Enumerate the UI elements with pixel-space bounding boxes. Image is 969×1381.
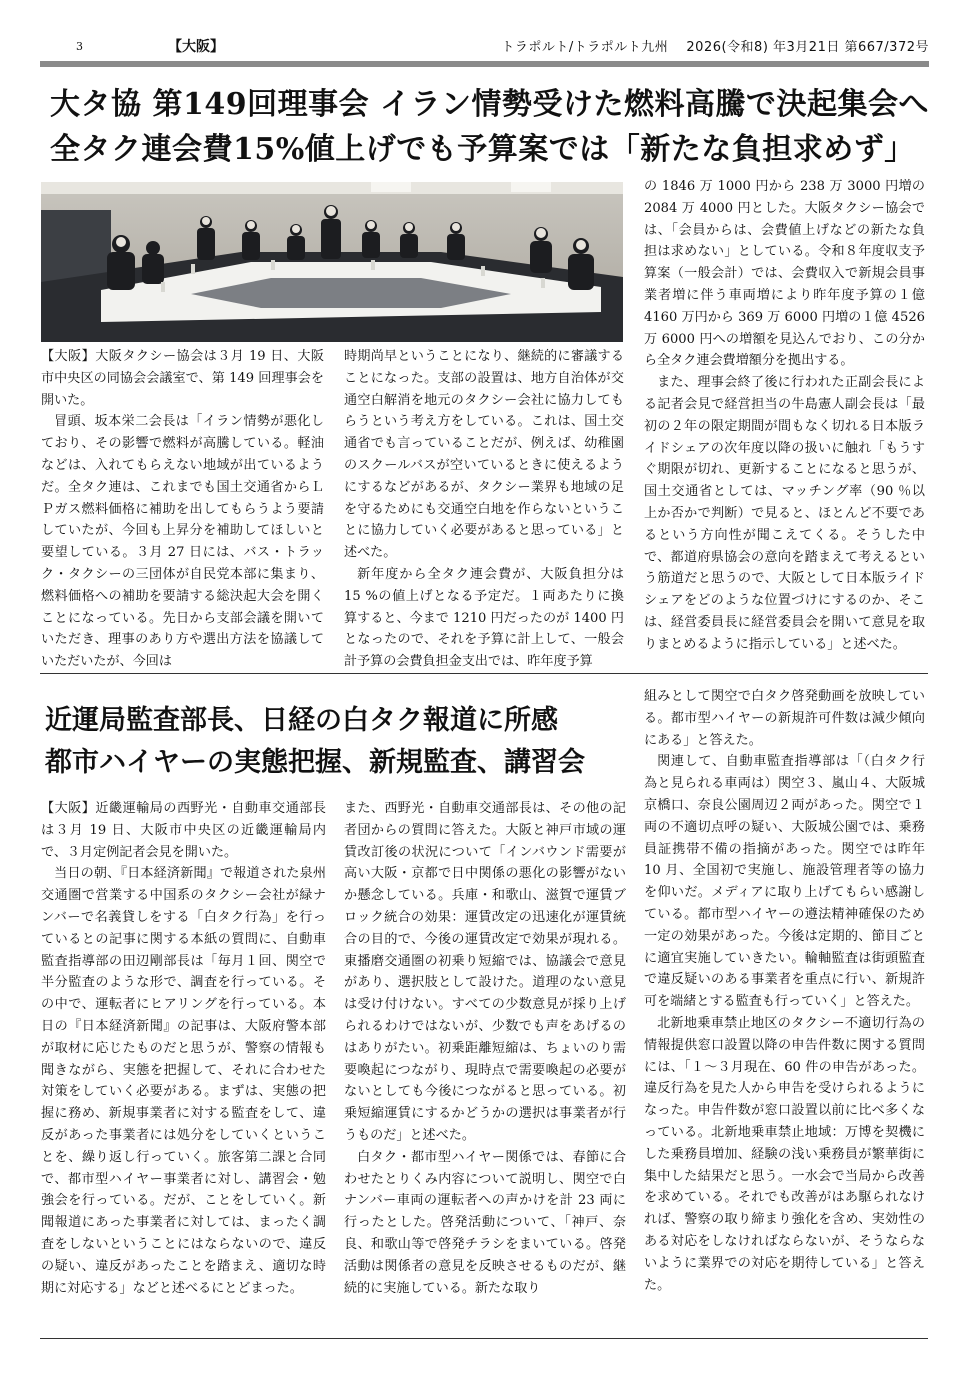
- article1-col1-paragraph: 【大阪】大阪タクシー協会は３月 19 日、大阪市中央区の同協会会議室で、第 149 回理事会を開いた。: [41, 349, 324, 408]
- page-number: 3: [76, 40, 83, 53]
- article2-col1-paragraph: 【大阪】近畿運輸局の西野光・自動車交通部長は３月 19 日、大阪市中央区の近畿運輸局内で、３月定例記者会見を開いた。: [41, 801, 326, 860]
- article1-column-3: [644, 176, 925, 656]
- article2-col2-paragraph: また、西野光・自動車交通部長は、その他の記者団からの質問に答えた。大阪と神戸市域の運賃改訂後の状況について「インバウンド需要が高い大阪・京都で日中関係の悪化の影響がないか懸念している。兵庫・和歌山、滋賀で運賃ブロック統合の効果：運賃改定の迅速化が運賃統合の目的で、今後の運賃改定で効果が現れる。東播磨交通圏の初乗り短縮では、協議会で意見があり、選択肢として設けた。道理のない意見は受け付けない。すべての少数意見が採り上げられるわけではないが、少数でも声をあげるのはありがたい。初乗距離短縮は、ちょいのり需要喚起につながり、現時点で需要喚起の必要がないとしても今後につながると思っている。初乗短縮運賃にするかどうかの選択は事業者が行うものだ」と述べた。: [344, 801, 626, 1143]
- article2-col1-paragraph: 当日の朝、『日本経済新聞』で報道された泉州交通圏で営業する中国系のタクシー会社が緑ナンバーで名義貸しをする「白タク行為」を行っているとの記事に関する本紙の質問に、自動車監査指導部の田辺剛部長は「毎月１回、関空で半分監査のような形で、調査を行っている。その中で、運転者にヒアリングを行っている。本日の『日本経済新聞』の記事は、大阪府警本部が取材に応じたものだと思うが、警察の情報も聞きながら、実態を把握して、それに合わせた対策をしていく必要がある。まずは、実態の把握に務め、新規事業者に対する監査をして、違反があった事業者には処分をしていくということを、繰り返し行っていく。旅客第二課と合同で、都市型ハイヤー事業者に対し、講習会・勉強会を行っている。だが、ことをしていく。新聞報道にあった事業者に対しては、まったく調査をしないということにはならないので、違反の疑い、違反があったことを踏まえ、適切な時期に対応する」などと述べるにとどまった。: [41, 866, 326, 1296]
- page-header: [40, 34, 929, 58]
- article2-col2-paragraph: 白タク・都市型ハイヤー関係では、春節に合わせたとりくみ内容について説明し、関空で白ナンバー車両の運転者への声かけを計 23 両に行ったとした。啓発活動について、「神戸、奈良、和歌山等で啓発チラシをまいている。啓発活動は関係者の意見を反映させるものだが、継続的に実施している。新たな取り: [344, 1149, 626, 1296]
- article1-col3-paragraph: また、理事会終了後に行われた正副会長による記者会見で経営担当の牛島憲人副会長は「最初の２年の限定期間が間もなく切れる日本版ライドシェアの次年度以降の扱いに触れ「もうすぐ期限が切れ、更新することになると思うが、国土交通省としては、マッチング率（90 ％以上か否かで判断）で見ると、ほとんど不要であるという方向性が聞こえてくる。そうした中で、都道府県協会の意向を踏まえて考えるという筋道だと思うので、大阪として日本版ライドシェアをどのような位置づけにするのか、そこは、経営委員長に経営委員会を開いて意見を取りまとめるように指示している」と述べた。: [644, 375, 925, 652]
- article2-headline: [45, 700, 635, 784]
- meeting-photo: [41, 182, 623, 342]
- article-divider: [40, 673, 928, 674]
- edition-label: 【大阪】: [168, 39, 224, 55]
- article1-col2-paragraph: 新年度から全タク連会費が、大阪負担分は 15 %の値上げとなる予定だ。１両あたりに換算すると、今まで 1210 円だったのが 1400 円となったので、それを予算に計上して、一般会計予算の会費負担金支出では、昨年度予算: [344, 566, 624, 670]
- article1-column-2: [344, 346, 624, 673]
- article2-col3-paragraph: 関連して、自動車監査指導部は「（白タク行為と見られる車両は）関空３、嵐山４、大阪城京橋口、奈良公園周辺２両があった。関空で１両の不適切点呼の疑い、大阪城公園では、乗務員証携帯不備の指摘があった。関空では昨年 10 月、全国初で実施し、施設管理者等の協力を仰いだ。メディアに取り上げてもらい感謝している。都市型ハイヤーの遵法精神確保のため一定の効果があった。今後は定期的、節目ごとに適宜実施していきたい。輪軸監査は街頭監査で違反疑いのある事業者を重点に行い、新規許可を端緒とする監査も行っていく」と答えた。: [644, 754, 925, 1010]
- publication-info: トラポルト/トラポルト九州 2026(令和8) 年3月21日 第667/372号: [501, 40, 929, 55]
- header-rule: [40, 61, 929, 67]
- bottom-rule: [40, 1338, 928, 1339]
- article1-col1-paragraph: 冒頭、坂本栄二会長は「イラン情勢が悪化しており、その影響で燃料が高騰している。軽油などは、入れてもらえない地域が出ているようだ。全タク連は、これまでも国土交通省からＬＰガス燃料価格に補助を出してもらうよう要請していたが、今回も上昇分を補助してほしいと要望している。３月 27 日には、バス・トラック・タクシーの三団体が自民党本部に集まり、燃料価格への補助を要請する総決起大会を開くことになっている。先日から支部会議を開いていただき、理事のあり方や選出方法を協議していただいたが、今回は: [41, 414, 324, 670]
- article1-col2-paragraph: 時期尚早ということになり、継続的に審議することになった。支部の設置は、地方自治体が交通空白解消を地元のタクシー会社に協力してもらうという考え方をしている。これは、国土交通省でも言っていることだが、例えば、幼稚園のスクールバスが空いているときに使えるようにするなどがあるが、タクシー業界も地域の足を守るためにも交通空白地を作らないということに協力していく必要があると思っている」と述べた。: [344, 349, 624, 561]
- article1-headline: [50, 82, 930, 172]
- article2-column-2: [344, 798, 626, 1299]
- article2-column-3: [644, 686, 925, 1296]
- article1-column-1: [41, 346, 324, 673]
- article2-col3-paragraph: 北新地乗車禁止地区のタクシー不適切行為の情報提供窓口設置以降の申告件数に関する質問には、「１～３月現在、60 件の申告があった。違反行為を見た人から申告を受けられるようになった。申告件数が窓口設置以前に比べ多くなっている。北新地乗車禁止地域：万博を契機にした乗務員増加、経験の浅い乗務員が繁華街に集中した結果だと思う。一水会で当局から改善を求めている。それでも改善がはあ駆られなければ、警察の取り締まり強化を含め、実効性のある対応をしなければならないが、そうならないように業界での対応を期待している」と答えた。: [644, 1015, 925, 1293]
- article2-column-1: [41, 798, 326, 1299]
- article1-headline-line1: 大タ協 第149回理事会 イラン情勢受けた燃料高騰で決起集会へ: [50, 87, 930, 122]
- article1-col3-paragraph: の 1846 万 1000 円から 238 万 3000 円増の 2084 万 4000 円とした。大阪タクシー協会では、「会員からは、会費値上げなどの新たな負担は求めない」としている。令和８年度収支予算案（一般会計）では、会費収入で新規会員事業者増に伴う車両増により昨年度予算の１億 4160 万円から 369 万 6000 円増の１億 4526 万 6000 円への増額を見込んでおり、この分から全タク連会費増額分を拠出する。: [644, 179, 925, 369]
- article2-headline-line2: 都市ハイヤーの実態把握、新規監査、講習会: [45, 747, 585, 778]
- article2-col3-paragraph: 組みとして関空で白タク啓発動画を放映している。都市型ハイヤーの新規許可件数は減少傾向にある」と答えた。: [644, 689, 925, 748]
- article1-headline-line2: 全タク連会費15%値上げでも予算案では「新たな負担求めず」: [50, 132, 915, 167]
- article2-headline-line1: 近運局監査部長、日経の白タク報道に所感: [45, 705, 558, 736]
